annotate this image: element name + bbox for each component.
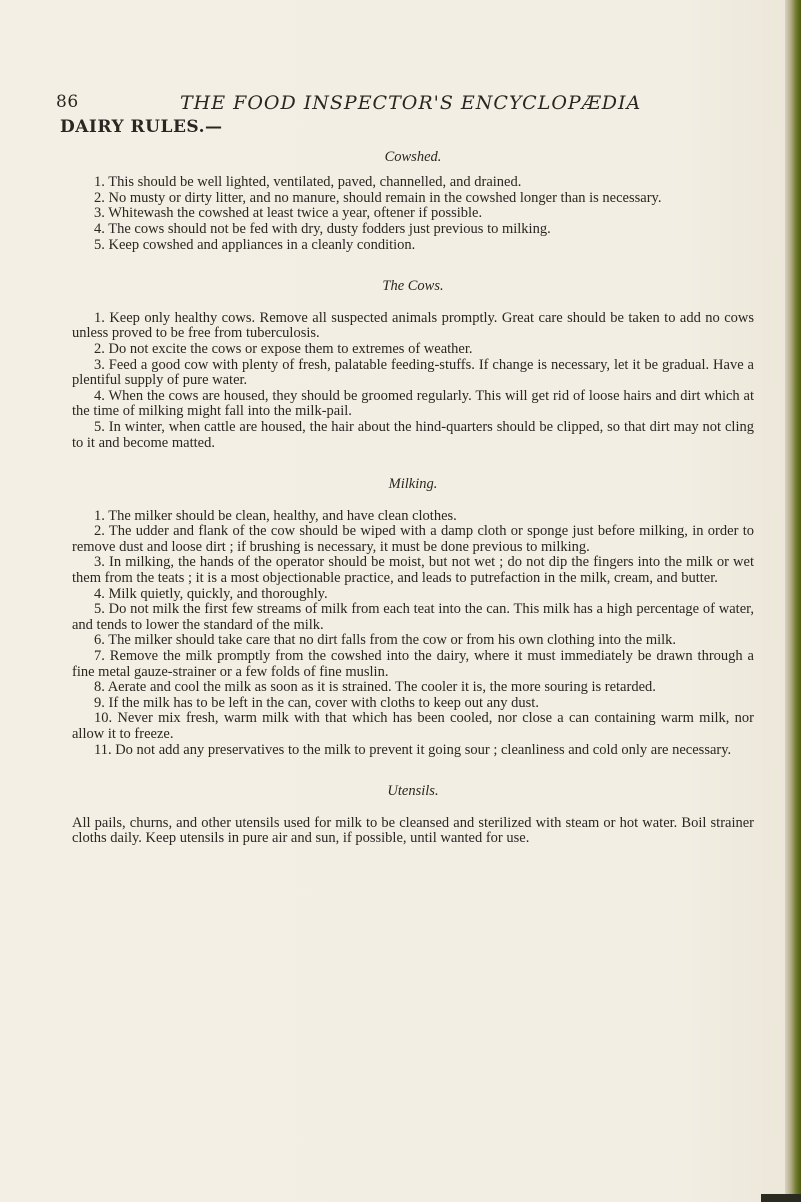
list-item: 1. This should be well lighted, ventilated, paved, channelled, and drained. (94, 174, 522, 191)
list-item: 10. Never mix fresh, warm milk with that which has been cooled, nor close a can containing warm milk, nor allow it to freeze. (72, 710, 754, 742)
page-edge-shadow (761, 1194, 801, 1202)
list-item: 9. If the milk has to be left in the can, cover with cloths to keep out any dust. (94, 694, 539, 711)
section-heading: Milking. (388, 476, 438, 493)
page-header (56, 92, 756, 116)
section-heading: Utensils. (387, 783, 439, 800)
list-item: 11. Do not add any preservatives to the milk to prevent it going sour ; cleanliness and cold only are necessary. (94, 741, 732, 758)
list-item: 2. The udder and flank of the cow should be wiped with a damp cloth or sponge just before milking, in order to remove dust and loose dirt ; if brushing is necessary, it must be done previous to milking. (72, 523, 754, 555)
section-heading: The Cows. (382, 278, 444, 295)
section-milking (72, 477, 754, 758)
page-edge (785, 0, 801, 1202)
list-item: 1. Keep only healthy cows. Remove all suspected animals promptly. Great care should be taken to add no cows unless proved to be free from tuberculosis. (72, 309, 754, 342)
list-item: 1. The milker should be clean, healthy, and have clean clothes. (94, 507, 457, 524)
running-title: THE FOOD INSPECTOR'S ENCYCLOPÆDIA (180, 92, 642, 114)
list-item: 5. Keep cowshed and appliances in a cleanly condition. (94, 236, 416, 253)
section-heading: Cowshed. (384, 148, 442, 165)
page-title: DAIRY RULES.— (60, 117, 223, 137)
list-item: 7. Remove the milk promptly from the cowshed into the dairy, where it must immediately be drawn through a fine metal gauze-strainer or a few folds of fine muslin. (72, 648, 754, 680)
paragraph: All pails, churns, and other utensils used for milk to be cleansed and sterilized with steam or hot water. Boil strainer cloths daily. Keep utensils in pure air and sun, if possible, until wanted for use. (72, 814, 754, 847)
list-item: 5. In winter, when cattle are housed, the hair about the hind-quarters should be clipped, so that dirt may not cling to it and become matted. (72, 418, 754, 451)
list-item: 2. No musty or dirty litter, and no manure, should remain in the cowshed longer than is necessary. (94, 189, 662, 206)
page-number: 86 (56, 92, 79, 112)
list-item: 4. The cows should not be fed with dry, dusty fodders just previous to milking. (94, 220, 551, 237)
section-utensils (72, 784, 754, 847)
list-item: 4. When the cows are housed, they should be groomed regularly. This will get rid of loose hairs and dirt which at the time of milking might fall into the milk-pail. (72, 387, 754, 420)
list-item: 5. Do not milk the first few streams of milk from each teat into the can. This milk has a high percentage of water, and tends to lower the standard of the milk. (72, 601, 754, 633)
list-item: 3. Feed a good cow with plenty of fresh, palatable feeding-stuffs. If change is necessary, let it be gradual. Have a plentiful supply of pure water. (72, 356, 754, 389)
list-item: 3. In milking, the hands of the operator should be moist, but not wet ; do not dip the fingers into the milk or wet them from the teats ; it is a most objectionable practice, and leads to putrefaction in the milk, cream, and butter. (72, 554, 754, 587)
list-item: 2. Do not excite the cows or expose them to extremes of weather. (94, 340, 473, 357)
page-body (60, 117, 754, 847)
list-item: 4. Milk quietly, quickly, and thoroughly. (94, 585, 328, 602)
list-item: 3. Whitewash the cowshed at least twice a year, oftener if possible. (94, 205, 483, 222)
section-cows (72, 279, 754, 451)
list-item: 8. Aerate and cool the milk as soon as it is strained. The cooler it is, the more souring is retarded. (94, 679, 656, 696)
list-item: 6. The milker should take care that no dirt falls from the cow or from his own clothing into the milk. (94, 632, 677, 649)
section-cowshed (72, 150, 754, 254)
